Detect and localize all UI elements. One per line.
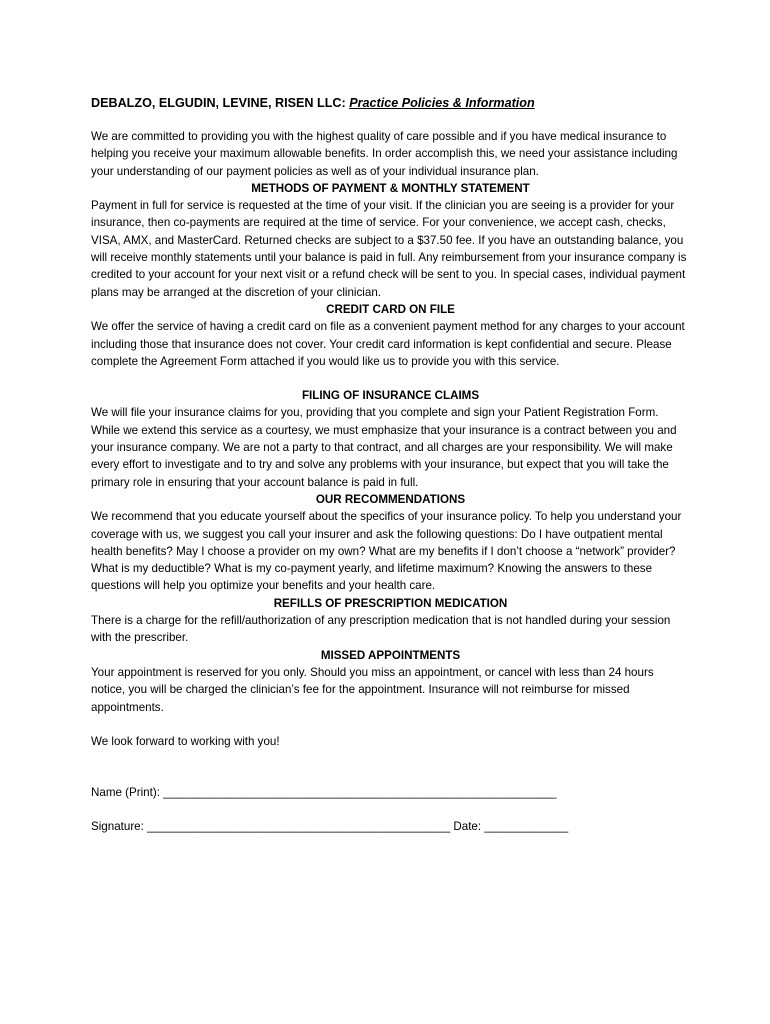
section-body-prescription-refills: There is a charge for the refill/authorization of any prescription medication that is not handled during your session with the prescriber. — [91, 614, 671, 645]
closing-line: We look forward to working with you! — [91, 734, 280, 748]
signature-field[interactable]: _______________________________________________ — [147, 820, 451, 834]
signature-line — [91, 818, 690, 835]
spacer — [91, 801, 690, 818]
section-heading-payment: METHODS OF PAYMENT & MONTHLY STATEMENT — [251, 181, 530, 195]
section-body-recommendations: We recommend that you educate yourself about the specifics of your insurance policy. To help you understand your coverage with us, we suggest you call your insurer and ask the following questions: Do I have outpatient mental health benefits? May I choose a provider on my own? What are my benefits if I don’t choose a “network” provider? What is my deductible? What is my co-payment yearly, and lifetime maximum? Knowing the answers to these questions will help you optimize your benefits and your health care. — [91, 510, 682, 593]
section-heading-recommendations: OUR RECOMMENDATIONS — [315, 492, 466, 506]
name-print-line — [91, 784, 690, 801]
signature-label: Signature: — [91, 820, 144, 834]
section-body-payment: Payment in full for service is requested at the time of your visit. If the clinician you are seeing is a provider for your insurance, then co-payments are required at the time of service. For your convenience, we accept cash, checks, VISA, AMX, and MasterCard. Returned checks are subject to a $37.50 fee. If you have an outstanding balance, you will receive monthly statements until your balance is paid in full. Any reimbursement from your insurance company is credited to your account for your next visit or a refund check will be sent to you. In special cases, individual payment plans may be arranged at the discretion of your clinician. — [91, 199, 687, 299]
date-field[interactable]: _____________ — [484, 820, 569, 834]
date-label: Date: — [453, 820, 482, 834]
intro-paragraph: We are committed to providing you with the highest quality of care possible and if you have medical insurance to helping you receive your maximum allowable benefits. In order accomplish this, we need your assistance including your understanding of our payment policies as well as of your individual insurance plan. — [91, 130, 678, 178]
spacer — [91, 767, 690, 784]
name-print-field[interactable]: _____________________________________________________________ — [163, 786, 557, 800]
firm-name: DEBALZO, ELGUDIN, LEVINE, RISEN LLC: — [91, 96, 346, 110]
section-heading-prescription-refills: REFILLS OF PRESCRIPTION MEDICATION — [273, 596, 508, 610]
section-body-insurance-claims: We will file your insurance claims for you, providing that you complete and sign your Patient Registration Form. While we extend this service as a courtesy, we must emphasize that your insurance is a contract between you and your insurance company. We are not a party to that contract, and all charges are your responsibility. We will make every effort to investigate and to try and solve any problems with your insurance, but expect that you will take the primary role in ensuring that your account balance is paid in full. — [91, 406, 677, 489]
section-heading-insurance-claims: FILING OF INSURANCE CLAIMS — [301, 389, 480, 403]
spacer — [91, 370, 690, 387]
spacer — [91, 716, 690, 733]
section-body-credit-card: We offer the service of having a credit card on file as a convenient payment method for any charges to your account including those that insurance does not cover. Your credit card information is kept confidential and secure. Please complete the Agreement Form attached if you would like us to provide you with this service. — [91, 320, 685, 368]
section-heading-missed-appointments: MISSED APPOINTMENTS — [320, 648, 461, 662]
spacer — [91, 750, 690, 767]
section-body-missed-appointments: Your appointment is reserved for you only. Should you miss an appointment, or cancel with less than 24 hours notice, you will be charged the clinician’s fee for the appointment. Insurance will not reimburse for missed appointments. — [91, 665, 654, 714]
section-heading-credit-card: CREDIT CARD ON FILE — [326, 302, 455, 316]
document-title — [91, 94, 690, 112]
document-subtitle: Practice Policies & Information — [349, 96, 535, 110]
name-print-label: Name (Print): — [91, 786, 160, 800]
